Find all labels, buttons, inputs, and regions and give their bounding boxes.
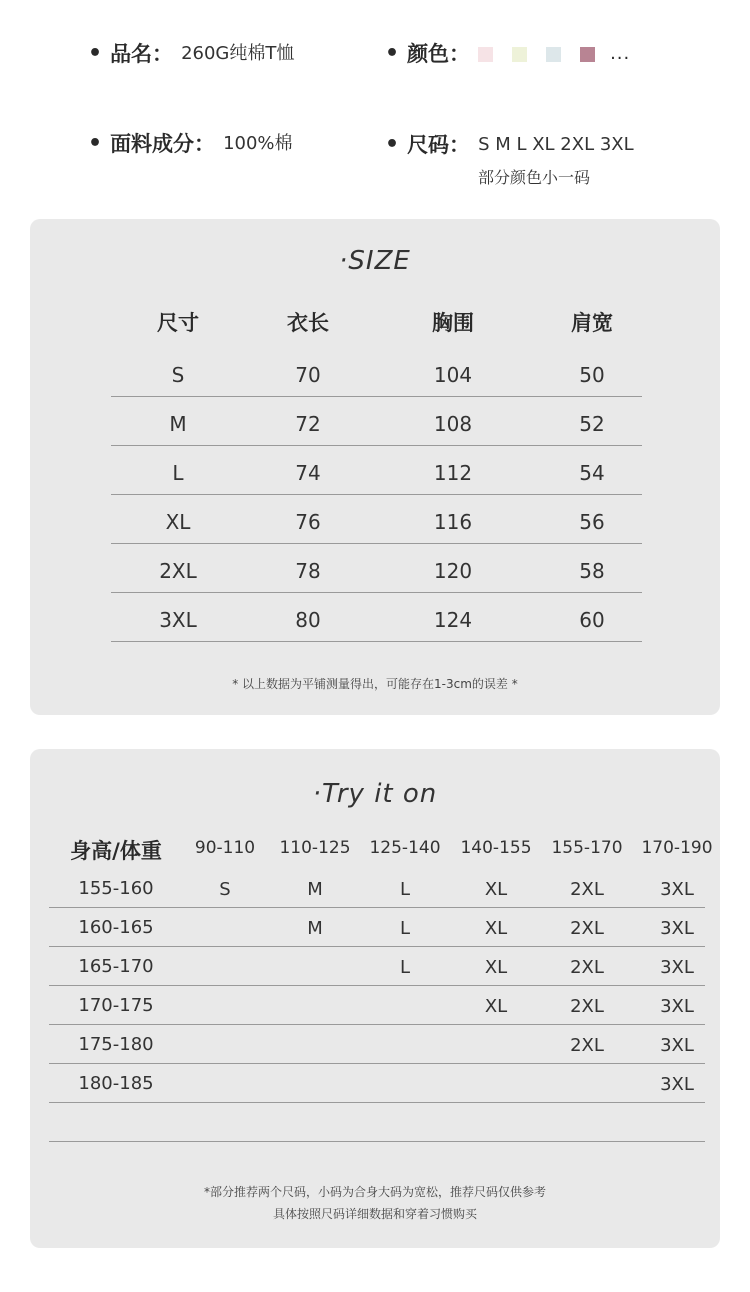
color-swatches (478, 39, 630, 69)
try-on-weight-header: 125-140 (369, 838, 441, 858)
table-row-divider (111, 494, 642, 495)
try-on-height-label: 160-165 (78, 917, 154, 938)
fabric-label: 面料成分： (110, 132, 216, 156)
try-on-size-cell: M (307, 918, 323, 939)
size-table-cell: 124 (433, 608, 473, 632)
try-on-size-cell: XL (484, 918, 508, 939)
size-table-header: 胸围 (432, 311, 474, 335)
try-on-size-cell: 2XL (570, 996, 604, 1017)
table-row-divider (49, 1024, 705, 1025)
table-row-divider (111, 445, 642, 446)
size-table-cell: 76 (295, 510, 321, 534)
table-row-divider (49, 1063, 705, 1064)
color-row (385, 39, 630, 69)
size-table-cell: 116 (433, 510, 473, 534)
size-table-cell: 78 (295, 559, 321, 583)
more-colors-ellipsis: ... (610, 43, 631, 64)
try-on-size-cell: 3XL (660, 1074, 694, 1095)
size-row (385, 130, 634, 160)
size-chart-note: * 以上数据为平铺测量得出，可能存在1-3cm的误差 * (232, 677, 518, 691)
try-on-size-cell: L (399, 957, 411, 978)
size-table-cell: 70 (295, 363, 321, 387)
table-row-divider (49, 907, 705, 908)
try-on-size-cell: 2XL (570, 1035, 604, 1056)
bullet-icon: • (385, 41, 400, 66)
try-on-size-cell: XL (484, 879, 508, 900)
product-name-value: 260G纯棉T恤 (181, 43, 295, 64)
fabric-row (88, 129, 293, 159)
size-table-cell: 120 (433, 559, 473, 583)
try-on-weight-header: 140-155 (460, 838, 532, 858)
table-row-divider (111, 592, 642, 593)
bullet-icon: • (88, 41, 103, 66)
size-table-cell: 50 (579, 363, 605, 387)
size-table-header: 肩宽 (571, 311, 613, 335)
try-on-height-label: 170-175 (78, 995, 154, 1016)
color-swatch[interactable] (512, 47, 527, 62)
table-row-divider (49, 946, 705, 947)
try-on-note-line1: *部分推荐两个尺码，小码为合身大码为宽松，推荐尺码仅供参考 (203, 1185, 546, 1199)
size-table-cell: 74 (295, 461, 321, 485)
try-on-weight-header: 170-190 (641, 838, 713, 858)
size-table-cell: S (171, 363, 185, 387)
try-on-size-cell: 3XL (660, 1035, 694, 1056)
color-swatch[interactable] (478, 47, 493, 62)
try-on-size-cell: 3XL (660, 996, 694, 1017)
try-on-size-cell: 3XL (660, 879, 694, 900)
size-table-cell: 80 (295, 608, 321, 632)
size-table-cell: 58 (579, 559, 605, 583)
size-table-header: 尺寸 (157, 311, 199, 335)
size-chart-title: ·SIZE (339, 246, 411, 276)
table-row-divider (49, 985, 705, 986)
size-table-cell: 72 (295, 412, 321, 436)
try-on-size-cell: 2XL (570, 918, 604, 939)
size-table-header: 衣长 (287, 311, 329, 335)
table-row-divider (111, 396, 642, 397)
try-on-weight-header: 155-170 (551, 838, 623, 858)
try-on-size-cell: 2XL (570, 879, 604, 900)
table-row-divider (49, 1141, 705, 1142)
size-chart-panel (30, 219, 720, 715)
bullet-icon: • (88, 131, 103, 156)
table-row-divider (111, 641, 642, 642)
try-on-size-cell: S (219, 879, 231, 900)
try-on-size-cell: L (399, 879, 411, 900)
try-on-size-cell: 2XL (570, 957, 604, 978)
size-value: S M L XL 2XL 3XL (478, 134, 634, 155)
try-on-size-cell: 3XL (660, 957, 694, 978)
color-swatch[interactable] (546, 47, 561, 62)
try-on-title: ·Try it on (312, 779, 438, 809)
try-on-corner-header: 身高/体重 (70, 839, 162, 863)
size-table-cell: 52 (579, 412, 605, 436)
try-on-size-cell: M (307, 879, 323, 900)
try-on-panel (30, 749, 720, 1248)
table-row-divider (111, 543, 642, 544)
size-table-cell: XL (165, 510, 191, 534)
size-table-cell: L (172, 461, 184, 485)
size-subnote: 部分颜色小一码 (478, 168, 591, 187)
try-on-height-label: 180-185 (78, 1073, 154, 1094)
color-swatch[interactable] (580, 47, 595, 62)
size-table-cell: 3XL (159, 608, 197, 632)
color-label: 颜色： (407, 42, 471, 66)
try-on-size-cell: L (399, 918, 411, 939)
size-table-cell: 54 (579, 461, 605, 485)
try-on-note-line2: 具体按照尺码详细数据和穿着习惯购买 (272, 1207, 477, 1221)
try-on-weight-header: 110-125 (279, 838, 351, 858)
size-table-cell: 56 (579, 510, 605, 534)
try-on-size-cell: 3XL (660, 918, 694, 939)
table-row-divider (49, 1102, 705, 1103)
try-on-height-label: 155-160 (78, 878, 154, 899)
try-on-size-cell: XL (484, 957, 508, 978)
size-table-cell: 112 (433, 461, 473, 485)
product-name-label: 品名： (110, 42, 174, 66)
try-on-weight-header: 90-110 (194, 838, 256, 858)
size-table-cell: 60 (579, 608, 605, 632)
product-name-row (88, 39, 294, 69)
size-table-cell: 2XL (159, 559, 197, 583)
size-label: 尺码： (407, 133, 471, 157)
try-on-height-label: 165-170 (78, 956, 154, 977)
size-table-cell: 108 (433, 412, 473, 436)
size-table-cell: M (169, 412, 187, 436)
fabric-value: 100%棉 (223, 133, 293, 154)
bullet-icon: • (385, 132, 400, 157)
try-on-size-cell: XL (484, 996, 508, 1017)
size-table-cell: 104 (433, 363, 473, 387)
try-on-height-label: 175-180 (78, 1034, 154, 1055)
